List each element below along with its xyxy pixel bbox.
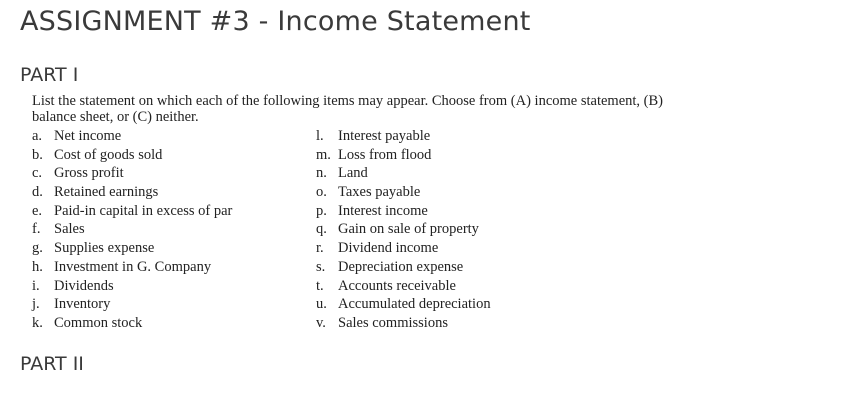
item-text: Dividends <box>54 277 114 294</box>
item-text: Supplies expense <box>54 240 155 257</box>
list-item <box>32 202 232 221</box>
item-letter: v. <box>316 314 326 331</box>
item-letter: d. <box>32 184 43 201</box>
item-letter: k. <box>32 314 43 331</box>
item-text: Sales <box>54 221 85 238</box>
list-item <box>32 220 232 239</box>
item-text: Paid-in capital in excess of par <box>54 202 233 219</box>
part-one-heading: PART I <box>20 64 79 86</box>
list-item <box>32 239 232 258</box>
item-letter: o. <box>316 184 327 201</box>
list-item <box>32 295 232 314</box>
item-text: Investment in G. Company <box>54 258 212 275</box>
item-text: Cost of goods sold <box>54 146 163 163</box>
page-title: ASSIGNMENT #3 - Income Statement <box>20 6 531 37</box>
item-letter: c. <box>32 165 43 182</box>
list-item <box>316 239 491 258</box>
item-text: Depreciation expense <box>338 258 464 275</box>
item-letter: m. <box>316 146 331 163</box>
item-letter: r. <box>316 240 324 257</box>
item-text: Accounts receivable <box>338 277 456 294</box>
list-item <box>316 202 491 221</box>
item-letter: p. <box>316 202 327 219</box>
list-item <box>316 146 491 165</box>
item-list-left <box>32 127 232 333</box>
list-item <box>316 164 491 183</box>
item-letter: q. <box>316 221 327 238</box>
item-letter: l. <box>316 128 324 144</box>
item-text: Net income <box>54 128 122 144</box>
part-two-heading: PART II <box>20 353 84 375</box>
item-letter: b. <box>32 146 43 163</box>
item-letter: j. <box>32 296 40 313</box>
item-letter: u. <box>316 296 327 313</box>
list-item <box>32 127 232 146</box>
item-text: Inventory <box>54 296 111 313</box>
item-letter: g. <box>32 240 43 257</box>
item-letter: e. <box>32 202 43 219</box>
list-item <box>32 277 232 296</box>
item-letter: a. <box>32 128 43 144</box>
item-text: Gross profit <box>54 165 124 182</box>
list-item <box>316 220 491 239</box>
list-item <box>316 183 491 202</box>
list-item <box>32 258 232 277</box>
list-item <box>316 277 491 296</box>
instructions-text: List the statement on which each of the following items may appear. Choose from (A) income statement, (B) balance sheet, or (C) neither. <box>32 93 663 125</box>
item-list-right <box>316 127 491 333</box>
item-text: Sales commissions <box>338 314 448 331</box>
item-text: Gain on sale of property <box>338 221 479 238</box>
list-item <box>316 314 491 333</box>
item-text: Land <box>338 165 368 182</box>
list-item <box>316 295 491 314</box>
list-item <box>316 258 491 277</box>
item-letter: f. <box>32 221 41 238</box>
item-letter: t. <box>316 277 324 294</box>
item-letter: n. <box>316 165 327 182</box>
item-text: Common stock <box>54 314 143 331</box>
item-text: Interest income <box>338 202 428 219</box>
list-item <box>32 146 232 165</box>
list-item <box>32 183 232 202</box>
item-text: Loss from flood <box>338 146 432 163</box>
item-letter: s. <box>316 258 326 275</box>
item-text: Retained earnings <box>54 184 159 201</box>
list-item <box>316 127 491 146</box>
item-letter: h. <box>32 258 43 275</box>
list-item <box>32 314 232 333</box>
item-text: Dividend income <box>338 240 439 257</box>
list-item <box>32 164 232 183</box>
item-letter: i. <box>32 277 40 294</box>
item-text: Taxes payable <box>338 184 421 201</box>
item-text: Interest payable <box>338 128 431 144</box>
item-text: Accumulated depreciation <box>338 296 491 313</box>
